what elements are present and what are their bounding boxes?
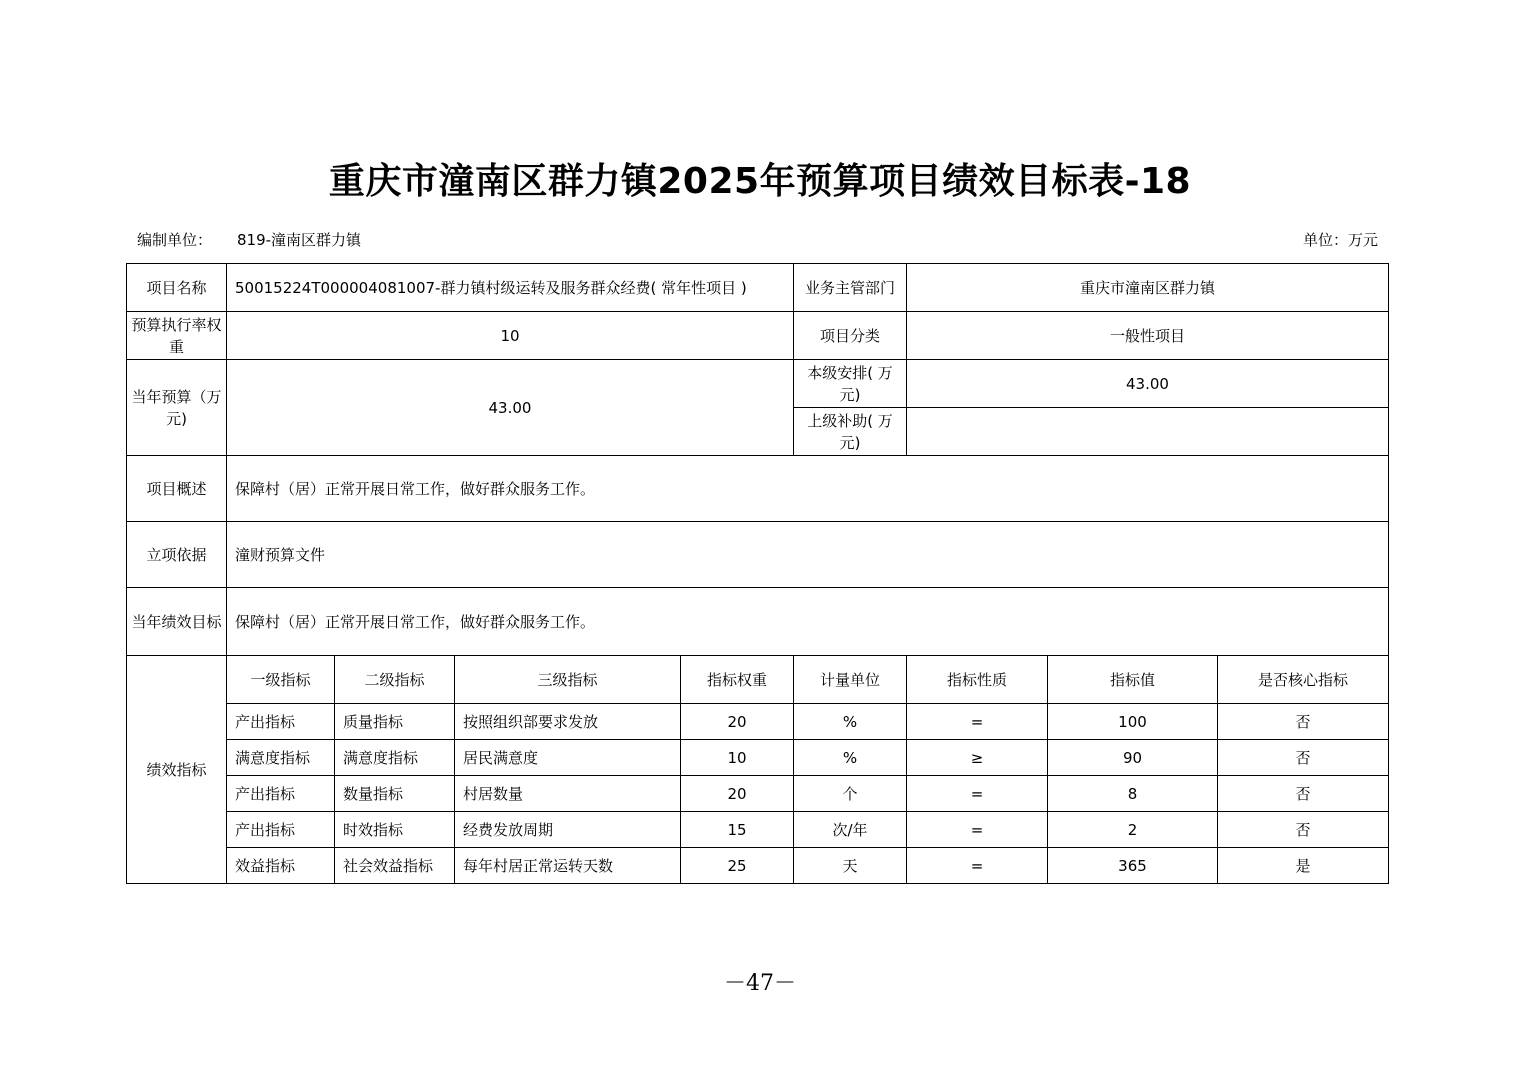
nature-cell: = [907,812,1048,848]
value-cell: 2 [1048,812,1218,848]
header-cell: 指标权重 [681,656,794,704]
table-row [127,740,1389,776]
level2-cell: 时效指标 [335,812,455,848]
header-cell: 指标值 [1048,656,1218,704]
local-label: 本级安排( 万元) [794,360,907,408]
perf-label: 绩效指标 [127,656,227,884]
value-cell: 8 [1048,776,1218,812]
nature-cell: = [907,848,1048,884]
core-cell: 是 [1218,848,1389,884]
level1-cell: 产出指标 [227,812,335,848]
currency-unit: 单位：万元 [1302,231,1378,249]
level2-cell: 数量指标 [335,776,455,812]
goal-value: 保障村（居）正常开展日常工作，做好群众服务工作。 [227,588,1389,656]
core-cell: 否 [1218,812,1389,848]
performance-table [126,263,1389,884]
unit-cell: % [794,740,907,776]
weight-cell: 20 [681,776,794,812]
table-row [127,704,1389,740]
local-value: 43.00 [907,360,1389,408]
weight-cell: 15 [681,812,794,848]
value-cell: 90 [1048,740,1218,776]
weight-cell: 25 [681,848,794,884]
header-cell: 指标性质 [907,656,1048,704]
table-row [127,776,1389,812]
header-cell: 一级指标 [227,656,335,704]
level1-cell: 产出指标 [227,704,335,740]
upper-label: 上级补助( 万元) [794,408,907,456]
overview-label: 项目概述 [127,456,227,522]
level2-cell: 社会效益指标 [335,848,455,884]
level3-cell: 每年村居正常运转天数 [455,848,681,884]
value-cell: 365 [1048,848,1218,884]
level3-cell: 经费发放周期 [455,812,681,848]
category-value: 一般性项目 [907,312,1389,360]
category-label: 项目分类 [794,312,907,360]
weight-cell: 20 [681,704,794,740]
basis-label: 立项依据 [127,522,227,588]
level1-cell: 满意度指标 [227,740,335,776]
weight-cell: 10 [681,740,794,776]
unit-label: 编制单位： [137,231,213,249]
level1-cell: 效益指标 [227,848,335,884]
overview-value: 保障村（居）正常开展日常工作，做好群众服务工作。 [227,456,1389,522]
header-cell: 二级指标 [335,656,455,704]
unit-value: 819-潼南区群力镇 [237,231,362,249]
level3-cell: 按照组织部要求发放 [455,704,681,740]
table-row [127,812,1389,848]
unit-cell: 次/年 [794,812,907,848]
basis-value: 潼财预算文件 [227,522,1389,588]
budget-label: 当年预算（万元) [127,360,227,456]
goal-label: 当年绩效目标 [127,588,227,656]
core-cell: 否 [1218,776,1389,812]
unit-cell: % [794,704,907,740]
weight-value: 10 [227,312,794,360]
nature-cell: = [907,776,1048,812]
header-cell: 是否核心指标 [1218,656,1389,704]
budget-value: 43.00 [227,360,794,456]
dept-value: 重庆市潼南区群力镇 [907,264,1389,312]
page-title: 重庆市潼南区群力镇2025年预算项目绩效目标表-18 [328,161,1192,202]
level1-cell: 产出指标 [227,776,335,812]
core-cell: 否 [1218,704,1389,740]
level3-cell: 村居数量 [455,776,681,812]
level3-cell: 居民满意度 [455,740,681,776]
table-row [127,848,1389,884]
weight-label: 预算执行率权重 [127,312,227,360]
nature-cell: ≥ [907,740,1048,776]
level2-cell: 质量指标 [335,704,455,740]
dept-label: 业务主管部门 [794,264,907,312]
unit-cell: 个 [794,776,907,812]
core-cell: 否 [1218,740,1389,776]
value-cell: 100 [1048,704,1218,740]
header-cell: 三级指标 [455,656,681,704]
project-name-label: 项目名称 [127,264,227,312]
project-name: 50015224T000004081007-群力镇村级运转及服务群众经费( 常年性项目 ) [227,264,794,312]
page-number: －47－ [724,971,796,996]
header-cell: 计量单位 [794,656,907,704]
level2-cell: 满意度指标 [335,740,455,776]
unit-cell: 天 [794,848,907,884]
nature-cell: = [907,704,1048,740]
upper-value [907,408,1389,456]
